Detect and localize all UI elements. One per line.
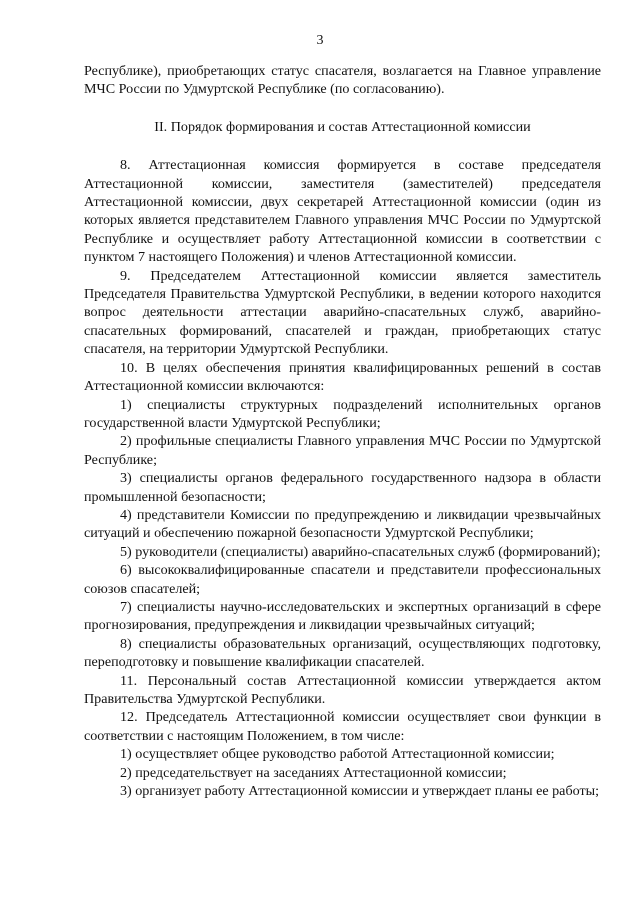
list-item-3: 3) специалисты органов федерального государственного надзора в области промышленной безопасности; [84,470,601,505]
document-body [84,62,601,800]
list-item-5: 5) руководители (специалисты) аварийно-спасательных служб (формирований); [120,543,601,560]
list-item-6: 6) высококвалифицированные спасатели и представители профессиональных союзов спасателей; [84,562,601,597]
list-item-1: 1) специалисты структурных подразделений исполнительных органов государственной власти Удмуртской Республики; [84,396,601,431]
spacer [84,136,601,156]
list-item-2: 2) профильные специалисты Главного управления МЧС России по Удмуртской Республике; [84,433,601,468]
section-heading: II. Порядок формирования и состав Аттестационной комиссии [154,118,531,135]
function-item-1: 1) осуществляет общее руководство работой Аттестационной комиссии; [120,746,555,763]
paragraph-11: 11. Персональный состав Аттестационной комиссии утверждается актом Правительства Удмуртской Республики. [84,672,601,707]
paragraph-9: 9. Председателем Аттестационной комиссии является заместитель Председателя Правительства Удмуртской Республики, в ведении которого находится вопрос деятельности аттестации аварийно-спасательных служб, аварийно-спасательных формирований, спасателей и граждан, приобретающих статус спасателя, на территории Удмуртской Республики. [84,267,601,358]
list-item-7: 7) специалисты научно-исследовательских и экспертных организаций в сфере прогнозирования, предупреждения и ликвидации чрезвычайных ситуаций; [84,598,601,634]
function-item-2: 2) председательствует на заседаниях Аттестационной комиссии; [120,764,507,781]
paragraph-12: 12. Председатель Аттестационной комиссии осуществляет свои функции в соответствии с настоящим Положением, в том числе: [84,709,601,744]
list-item-8: 8) специалисты образовательных организаций, осуществляющих подготовку, переподготовку и повышение квалификации спасателей. [84,635,601,671]
page-number: 3 [316,33,324,48]
paragraph-8: 8. Аттестационная комиссия формируется в составе председателя Аттестационной комиссии, заместителя (заместителей) председателя Аттестационной комиссии, двух секретарей Аттестационной комиссии (один из которых является представителем Главного управления МЧС России по Удмуртской Республике и осуществляет работу Аттестационной комиссии в соответствии с пунктом 7 настоящего Положения) и членов Аттестационной комиссии. [84,157,601,266]
list-item-4: 4) представители Комиссии по предупреждению и ликвидации чрезвычайных ситуаций и обеспечению пожарной безопасности Удмуртской Республики; [84,506,601,542]
intro-paragraph: Республике), приобретающих статус спасателя, возлагается на Главное управление МЧС России по Удмуртской Республике (по согласованию). [84,63,601,98]
paragraph-10: 10. В целях обеспечения принятия квалифицированных решений в состав Аттестационной комиссии включаются: [84,359,601,395]
spacer [84,99,601,118]
function-item-3: 3) организует работу Аттестационной комиссии и утверждает планы ее работы; [120,783,600,800]
